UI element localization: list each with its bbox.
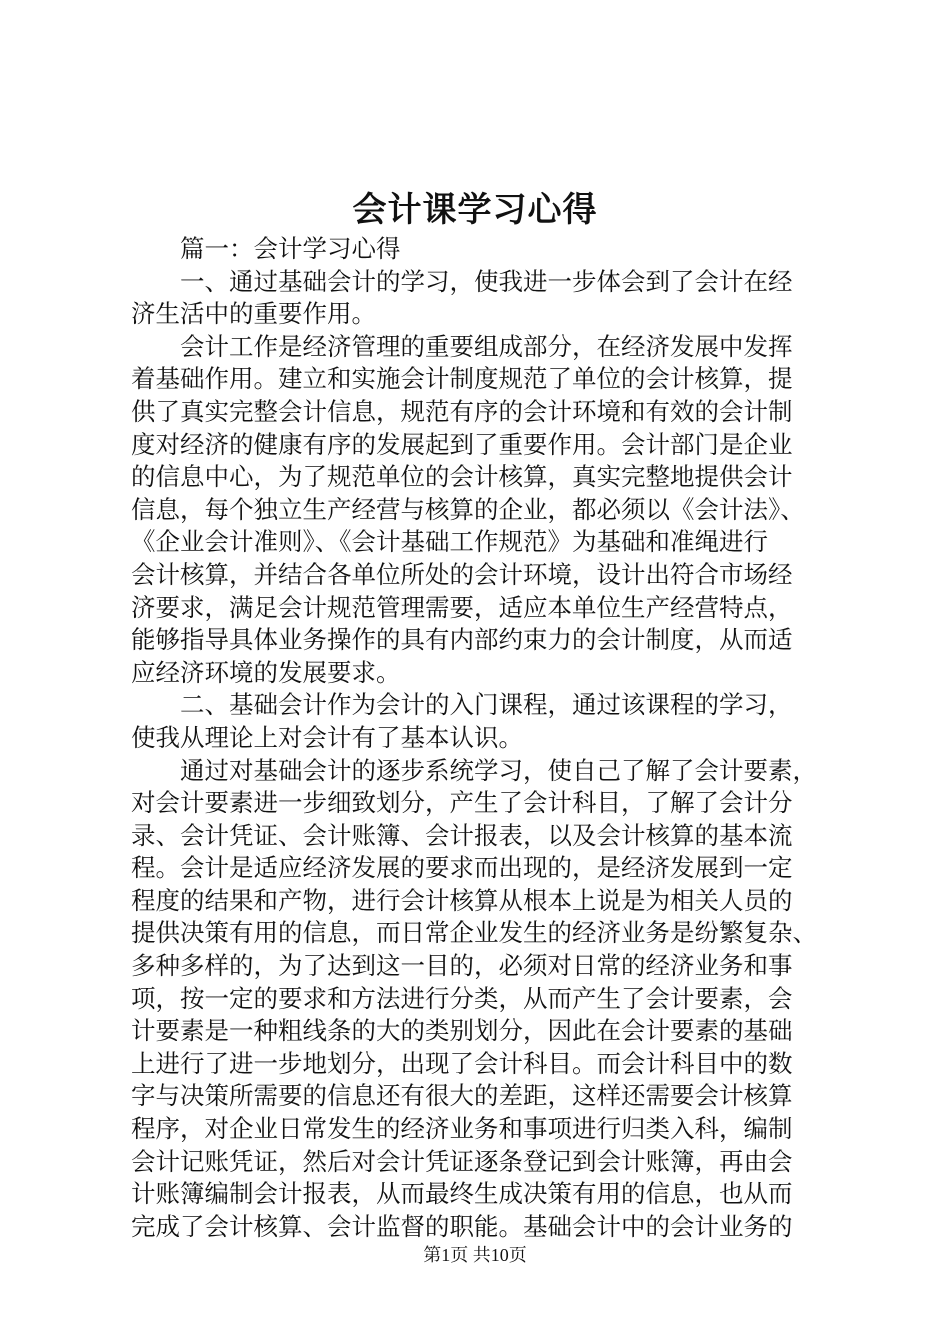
paragraph-line: 使我从理论上对会计有了基本认识。 (131, 722, 523, 752)
document-title: 会计课学习心得 (352, 190, 598, 230)
paragraph-line: 二、基础会计作为会计的入门课程，通过该课程的学习， (180, 690, 793, 720)
paragraph-line: 会计工作是经济管理的重要组成部分，在经济发展中发挥 (180, 331, 793, 361)
paragraph-line: 度对经济的健康有序的发展起到了重要作用。会计部门是企业 (131, 429, 793, 459)
paragraph-line: 应经济环境的发展要求。 (131, 657, 401, 687)
paragraph-line: 项，按一定的要求和方法进行分类，从而产生了会计要素，会 (131, 983, 793, 1013)
paragraph-line: 能够指导具体业务操作的具有内部约束力的会计制度，从而适 (131, 625, 793, 655)
paragraph-line: 字与决策所需要的信息还有很大的差距，这样还需要会计核算 (131, 1081, 793, 1111)
paragraph-line: 供了真实完整会计信息，规范有序的会计环境和有效的会计制 (131, 396, 793, 426)
paragraph-line: 《企业会计准则》、《会计基础工作规范》为基础和准绳进行 (131, 527, 768, 557)
paragraph-line: 济要求，满足会计规范管理需要，适应本单位生产经营特点， (131, 592, 793, 622)
paragraph-line: 程度的结果和产物，进行会计核算从根本上说是为相关人员的 (131, 885, 793, 915)
paragraph-line: 一、通过基础会计的学习，使我进一步体会到了会计在经 (180, 266, 793, 296)
paragraph-line: 信息，每个独立生产经营与核算的企业，都必须以《会计法》、 (131, 494, 805, 524)
paragraph-line: 济生活中的重要作用。 (131, 299, 376, 329)
paragraph-line: 的信息中心，为了规范单位的会计核算，真实完整地提供会计 (131, 462, 793, 492)
paragraph-line: 上进行了进一步地划分，出现了会计科目。而会计科目中的数 (131, 1048, 793, 1078)
paragraph-line: 会计记账凭证，然后对会计凭证逐条登记到会计账簿，再由会 (131, 1146, 793, 1176)
paragraph-line: 计要素是一种粗线条的大的类别划分，因此在会计要素的基础 (131, 1016, 793, 1046)
paragraph-line: 对会计要素进一步细致划分，产生了会计科目，了解了会计分 (131, 788, 793, 818)
paragraph-line: 通过对基础会计的逐步系统学习，使自己了解了会计要素， (180, 755, 817, 785)
paragraph-line: 多种多样的，为了达到这一目的，必须对日常的经济业务和事 (131, 951, 793, 981)
paragraph-line: 着基础作用。建立和实施会计制度规范了单位的会计核算，提 (131, 364, 793, 394)
section-heading: 篇一：会计学习心得 (180, 234, 401, 263)
paragraph-line: 录、会计凭证、会计账簿、会计报表，以及会计核算的基本流 (131, 820, 793, 850)
paragraph-line: 提供决策有用的信息，而日常企业发生的经济业务是纷繁复杂、 (131, 918, 817, 948)
paragraph-line: 程序，对企业日常发生的经济业务和事项进行归类入科，编制 (131, 1114, 793, 1144)
page-number-footer: 第1页 共10页 (423, 1245, 527, 1265)
paragraph-line: 完成了会计核算、会计监督的职能。基础会计中的会计业务的 (131, 1211, 793, 1241)
document-body (131, 233, 831, 1243)
paragraph-line: 程。会计是适应经济发展的要求而出现的，是经济发展到一定 (131, 853, 793, 883)
paragraph-line: 会计核算，并结合各单位所处的会计环境，设计出符合市场经 (131, 559, 793, 589)
paragraph-line: 计账簿编制会计报表，从而最终生成决策有用的信息，也从而 (131, 1179, 793, 1209)
